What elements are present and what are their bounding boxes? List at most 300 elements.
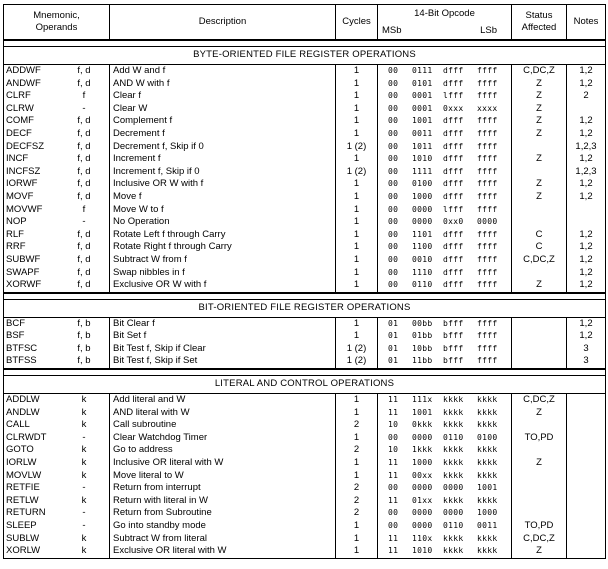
table-row [4,419,606,432]
status-affected [512,166,567,179]
opcode [378,153,512,166]
mnemonic: CALL [6,419,30,431]
notes: 1,2,3 [567,141,606,154]
mnemonic: BCF [6,317,25,329]
status-affected [512,444,567,457]
mnemonic-cell [4,444,110,457]
opcode-lsb: ffff [477,166,498,176]
opcode-msb: 00 [388,154,399,164]
opcode-msb: 00 [388,116,399,126]
status-value: Z [536,90,542,102]
operands: k [81,457,87,469]
mnemonic: RETLW [6,494,39,506]
mnemonic-cell [4,343,110,356]
opcode-nibble: 00bb [412,318,433,328]
mnemonic-cell [4,355,110,369]
opcode-msb: 01 [388,318,399,328]
mnemonic-cell [4,432,110,445]
opcode [378,229,512,242]
mnemonic-cell [4,533,110,546]
operands: k [81,494,87,506]
opcode-lsb: ffff [477,343,498,353]
description: Move W to f [110,204,336,217]
opcode-lsb: ffff [477,318,498,328]
mnemonic-cell [4,141,110,154]
opcode [378,330,512,343]
opcode-nibble: dfff [443,280,464,290]
status-affected [512,507,567,520]
opcode-nibble: 0000 [412,432,433,442]
cycles: 1 (2) [336,343,378,356]
opcode-lsb: ffff [477,267,498,277]
opcode [378,317,512,330]
status-affected [512,153,567,166]
table-row [4,90,606,103]
opcode-nibble: kkkk [443,407,464,417]
opcode-nibble: 0110 [443,521,464,530]
mnemonic-cell [4,216,110,229]
status-affected [512,141,567,154]
description: AND literal with W [110,407,336,420]
mnemonic: ANDLW [6,406,40,418]
table-row [4,355,606,369]
opcode [378,65,512,78]
mnemonic: BSF [6,330,25,342]
mnemonic: ANDWF [6,77,41,89]
status-value: TO,PD [524,431,554,443]
opcode-lsb: kkkk [477,458,498,468]
description: Exclusive OR W with f [110,279,336,293]
table-row [4,343,606,356]
opcode-nibble: dfff [443,267,464,277]
mnemonic: SUBWF [6,253,41,265]
header-cycles: Cycles [336,5,378,41]
operands: k [81,419,87,431]
mnemonic-cell [4,545,110,558]
cycles: 2 [336,482,378,495]
opcode-nibble: dfff [443,166,464,176]
status-affected [512,267,567,280]
opcode-lsb: ffff [477,229,498,239]
opcode-msb: 00 [388,508,399,518]
section-title: BYTE-ORIENTED FILE REGISTER OPERATIONS [4,47,606,65]
opcode-nibble: 0010 [412,254,433,264]
operands: k [81,394,87,406]
description: No Operation [110,216,336,229]
operands: k [81,532,87,544]
notes [567,103,606,116]
table-row [4,507,606,520]
operands: f, d [77,228,91,240]
opcode-nibble: dfff [443,141,464,151]
description: Increment f [110,153,336,166]
opcode-nibble: 1001 [412,407,433,417]
status-value: Z [536,178,542,190]
opcode-msb: 00 [388,229,399,239]
table-row [4,470,606,483]
opcode [378,141,512,154]
mnemonic-cell [4,65,110,78]
opcode-nibble: 00xx [412,470,433,480]
cycles: 1 [336,533,378,546]
opcode-msb: 00 [388,191,399,201]
notes: 1,2 [567,128,606,141]
notes [567,545,606,558]
opcode-msb: 11 [388,495,399,505]
opcode-msb: 00 [388,432,399,442]
opcode-msb: 00 [388,242,399,252]
opcode-lsb: ffff [477,141,498,151]
opcode-nibble: dfff [443,66,464,75]
opcode-lsb: 0011 [477,521,498,530]
cycles: 1 [336,330,378,343]
opcode-nibble: 1100 [412,242,433,252]
opcode [378,279,512,293]
opcode-nibble: bfff [443,343,464,353]
header-operands: Operands [35,22,78,33]
operands: f, d [77,77,91,89]
operands: f, b [77,342,91,354]
opcode-nibble: 0xxx [443,103,464,113]
status-value: Z [536,457,542,469]
header-notes: Notes [567,5,606,41]
opcode [378,457,512,470]
table-row [4,317,606,330]
opcode [378,191,512,204]
table-row [4,482,606,495]
opcode-lsb: ffff [477,78,498,88]
notes [567,507,606,520]
header-msb-lsb [378,22,512,40]
table-body [4,40,606,558]
description: Bit Test f, Skip if Set [110,355,336,369]
table-row [4,254,606,267]
operands: f, d [77,190,91,202]
mnemonic-cell [4,267,110,280]
opcode-nibble: 0001 [412,103,433,113]
cycles: 1 [336,470,378,483]
description: Go into standby mode [110,520,336,533]
notes [567,533,606,546]
opcode-nibble: kkkk [443,546,464,556]
operands: f, b [77,330,91,342]
header-msb: MSb [382,24,402,36]
notes: 3 [567,355,606,369]
mnemonic: MOVF [6,190,34,202]
operands: k [81,444,87,456]
cycles: 2 [336,444,378,457]
mnemonic-cell [4,254,110,267]
section-header-row [4,299,606,317]
notes: 3 [567,343,606,356]
description: Complement f [110,115,336,128]
opcode-msb: 00 [388,78,399,88]
mnemonic: SLEEP [6,520,37,531]
table-row [4,241,606,254]
cycles: 1 [336,115,378,128]
status-affected [512,191,567,204]
status-affected [512,482,567,495]
cycles: 1 [336,407,378,420]
description: Add literal and W [110,394,336,407]
opcode-lsb: kkkk [477,470,498,480]
operands: f, d [77,241,91,253]
cycles: 1 [336,128,378,141]
mnemonic: XORLW [6,545,41,557]
cycles: 1 [336,204,378,217]
operands: f, d [77,140,91,152]
description: Return with literal in W [110,495,336,508]
opcode [378,419,512,432]
opcode [378,78,512,91]
description: Bit Set f [110,330,336,343]
operands: k [81,469,87,481]
opcode-lsb: kkkk [477,533,498,543]
opcode-lsb: ffff [477,116,498,126]
opcode-nibble: 0001 [412,91,433,101]
cycles: 1 (2) [336,355,378,369]
opcode [378,495,512,508]
status-affected [512,78,567,91]
status-affected [512,317,567,330]
operands: f, b [77,355,91,367]
operands: - [82,482,86,494]
table-row [4,166,606,179]
cycles: 1 [336,90,378,103]
notes [567,495,606,508]
opcode-lsb: ffff [477,242,498,252]
instruction-set-table [3,4,606,559]
notes [567,216,606,229]
notes [567,520,606,533]
opcode-nibble: bfff [443,331,464,341]
opcode-nibble: dfff [443,128,464,138]
description: Return from interrupt [110,482,336,495]
cycles: 1 [336,103,378,116]
opcode-lsb: ffff [477,204,498,214]
opcode-nibble: 0000 [443,483,464,493]
opcode-nibble: dfff [443,229,464,239]
status-value: Z [536,153,542,165]
table-row [4,178,606,191]
table-row [4,444,606,457]
opcode-nibble: 1kkk [412,445,433,455]
header-status-affected [512,5,567,41]
opcode-nibble: 0111 [412,66,433,75]
opcode-msb: 00 [388,91,399,101]
opcode-msb: 00 [388,141,399,151]
mnemonic: RETFIE [6,482,40,494]
opcode-msb: 00 [388,128,399,138]
mnemonic-cell [4,279,110,293]
description: Return from Subroutine [110,507,336,520]
description: Clear f [110,90,336,103]
cycles: 1 [336,216,378,229]
section-title: LITERAL AND CONTROL OPERATIONS [4,376,606,394]
mnemonic-cell [4,115,110,128]
opcode-nibble: kkkk [443,420,464,430]
mnemonic: ADDWF [6,65,41,76]
table-row [4,267,606,280]
opcode-nibble: 0000 [412,483,433,493]
table-row [4,533,606,546]
opcode-lsb: xxxx [477,103,498,113]
notes: 2 [567,90,606,103]
description: Move f [110,191,336,204]
status-affected [512,65,567,78]
operands: f, d [77,178,91,190]
opcode-nibble: kkkk [443,445,464,455]
status-affected [512,241,567,254]
mnemonic-cell [4,330,110,343]
opcode-nibble: 1010 [412,154,433,164]
cycles: 1 (2) [336,141,378,154]
table-row [4,407,606,420]
opcode-lsb: ffff [477,154,498,164]
mnemonic: COMF [6,115,34,127]
opcode-msb: 11 [388,546,399,556]
opcode [378,241,512,254]
cycles: 2 [336,495,378,508]
operands: f, d [77,153,91,165]
status-affected [512,432,567,445]
opcode-msb: 00 [388,267,399,277]
mnemonic-cell [4,495,110,508]
opcode-msb: 00 [388,66,399,75]
mnemonic: NOP [6,216,27,228]
status-affected [512,495,567,508]
notes [567,457,606,470]
cycles: 1 [336,178,378,191]
opcode-msb: 11 [388,470,399,480]
opcode-nibble: 1000 [412,458,433,468]
opcode-lsb: ffff [477,91,498,101]
table-row [4,432,606,445]
mnemonic: GOTO [6,444,34,456]
opcode-msb: 11 [388,407,399,417]
opcode-nibble: 0000 [412,204,433,214]
opcode [378,267,512,280]
opcode [378,90,512,103]
description: Decrement f [110,128,336,141]
table-row [4,394,606,407]
opcode-nibble: kkkk [443,495,464,505]
mnemonic: BTFSS [6,355,37,367]
opcode [378,407,512,420]
mnemonic: XORWF [6,279,42,291]
opcode-nibble: 0000 [412,508,433,518]
cycles: 1 [336,229,378,242]
opcode-nibble: lfff [443,91,464,101]
header-status: Status [525,10,553,21]
opcode-msb: 00 [388,254,399,264]
cycles: 1 [336,394,378,407]
status-affected [512,520,567,533]
notes [567,470,606,483]
mnemonic-cell [4,520,110,533]
opcode-nibble: lfff [443,204,464,214]
opcode-nibble: kkkk [443,458,464,468]
opcode-nibble: dfff [443,78,464,88]
description: Rotate Left f through Carry [110,229,336,242]
notes [567,444,606,457]
opcode-lsb: kkkk [477,546,498,556]
header-opcode: 14-Bit Opcode [378,5,512,23]
status-affected [512,330,567,343]
opcode [378,216,512,229]
status-affected [512,115,567,128]
notes: 1,2 [567,241,606,254]
table-row [4,495,606,508]
operands: f [82,203,86,215]
mnemonic: RETURN [6,507,46,519]
opcode-msb: 11 [388,395,399,405]
mnemonic-cell [4,128,110,141]
cycles: 1 [336,254,378,267]
opcode-msb: 00 [388,166,399,176]
header-description: Description [110,5,336,41]
opcode-nibble: 1001 [412,116,433,126]
cycles: 1 [336,432,378,445]
mnemonic-cell [4,191,110,204]
operands: - [82,102,86,114]
description: Exclusive OR literal with W [110,545,336,558]
status-value: Z [536,545,542,557]
status-value: Z [536,77,542,89]
cycles: 1 [336,520,378,533]
opcode-msb: 01 [388,331,399,341]
opcode-lsb: ffff [477,179,498,189]
opcode [378,432,512,445]
status-affected [512,394,567,407]
table-row [4,153,606,166]
mnemonic-cell [4,419,110,432]
operands: f, d [77,279,91,291]
cycles: 1 [336,191,378,204]
table-row [4,191,606,204]
opcode-lsb: 1000 [477,508,498,518]
status-affected [512,90,567,103]
mnemonic-cell [4,153,110,166]
opcode-msb: 11 [388,458,399,468]
status-affected [512,216,567,229]
mnemonic: RLF [6,228,24,240]
mnemonic: BTFSC [6,342,38,354]
status-affected [512,128,567,141]
opcode-nibble: bfff [443,356,464,366]
description: Go to address [110,444,336,457]
mnemonic: ADDLW [6,394,40,406]
operands: f, d [77,127,91,139]
opcode-nibble: dfff [443,242,464,252]
notes: 1,2 [567,229,606,242]
opcode-lsb: ffff [477,356,498,366]
opcode-lsb: kkkk [477,407,498,417]
description: Call subroutine [110,419,336,432]
status-affected [512,533,567,546]
opcode-msb: 00 [388,521,399,530]
cycles: 1 (2) [336,166,378,179]
opcode-lsb: kkkk [477,395,498,405]
opcode-nibble: 0xx0 [443,217,464,227]
opcode-msb: 01 [388,343,399,353]
opcode-lsb: ffff [477,331,498,341]
table-row [4,204,606,217]
status-value: C,DC,Z [523,253,555,265]
status-value: Z [536,190,542,202]
notes [567,432,606,445]
instruction-set-table-page [3,4,605,566]
